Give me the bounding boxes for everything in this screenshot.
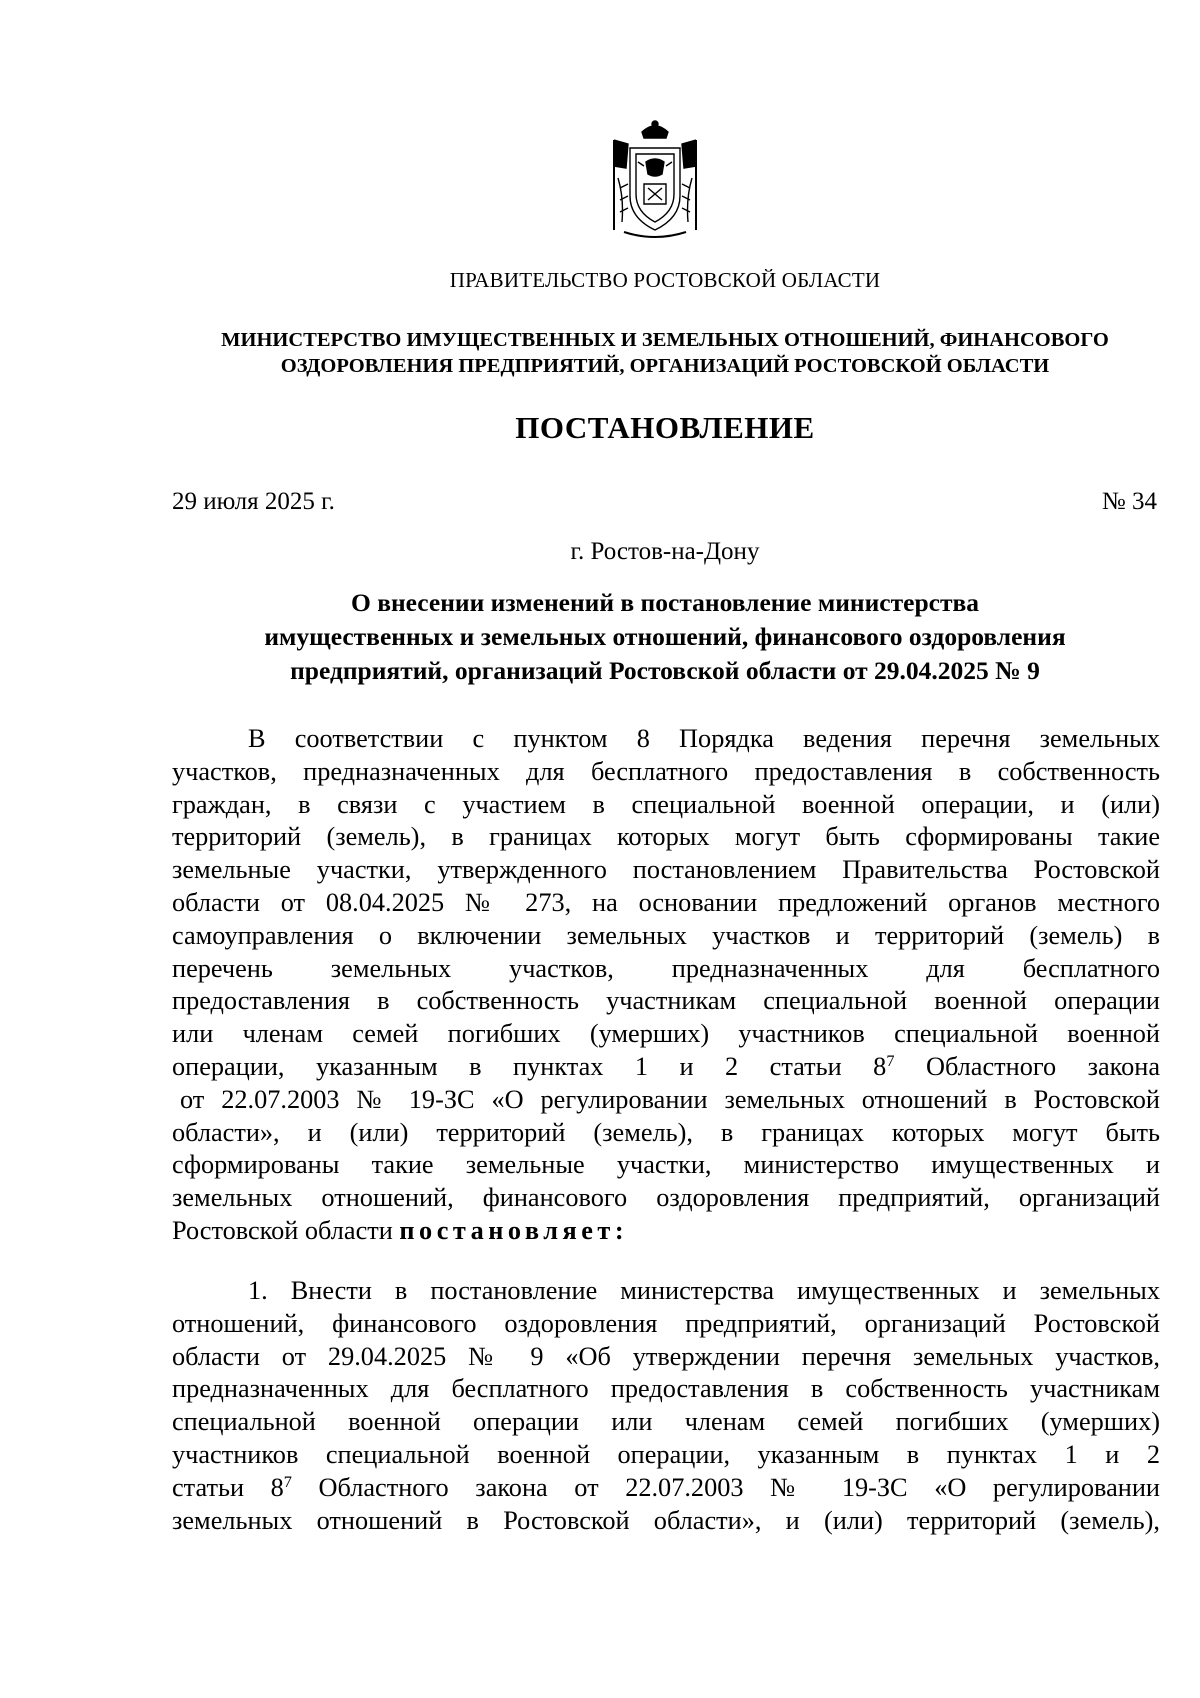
preamble-line: самоуправления о включении земельных участков и территорий (земель) в <box>172 920 1160 950</box>
item-1-line: земельных отношений в Ростовской области», и (или) территорий (земель), <box>172 1505 1160 1535</box>
item-1-paragraph <box>172 1275 1160 1537</box>
preamble-line: перечень земельных участков, предназначенных для бесплатного <box>172 953 1160 983</box>
government-name: ПРАВИТЕЛЬСТВО РОСТОВСКОЙ ОБЛАСТИ <box>449 268 881 292</box>
resolves-keyword: постановляет: <box>399 1215 629 1245</box>
item-1-line: участников специальной военной операции, указанным в пунктах 1 и 2 <box>172 1439 1160 1469</box>
preamble-line: от 22.07.2003 № 19-ЗС «О регулировании земельных отношений в Ростовской <box>180 1084 1160 1114</box>
preamble-line: граждан, в связи с участием в специальной военной операции, и (или) <box>172 789 1160 819</box>
preamble-line: сформированы такие земельные участки, министерство имущественных и <box>172 1150 1160 1180</box>
document-number: № 34 <box>1101 488 1157 515</box>
coat-of-arms-icon <box>600 118 710 243</box>
preamble-line: области от 08.04.2025 № 273, на основании предложений органов местного <box>172 887 1160 917</box>
preamble-line: земельных отношений, финансового оздоровления предприятий, организаций <box>172 1183 1160 1213</box>
item-1-line <box>172 1472 1160 1505</box>
item-1-line: предназначенных для бесплатного предоставления в собственность участникам <box>172 1374 1160 1404</box>
item-1-line: специальной военной операции или членам семей погибших (умерших) <box>172 1407 1160 1437</box>
document-city: г. Ростов-на-Дону <box>570 538 760 565</box>
preamble-line: области», и (или) территорий (земель), в границах которых могут быть <box>172 1117 1160 1147</box>
document-title-line-1: О внесении изменений в постановление министерства <box>350 588 980 617</box>
document-date: 29 июля 2025 г. <box>172 488 335 515</box>
superscript: 7 <box>886 1050 895 1070</box>
preamble-line: земельные участки, утвержденного постановлением Правительства Ростовской <box>172 855 1160 885</box>
preamble-text: операции, указанным в пунктах 1 и 2 статьи 8 <box>172 1051 887 1081</box>
document-title-line-3: предприятий, организаций Ростовской области от 29.04.2025 № 9 <box>290 656 1040 685</box>
preamble-text: Ростовской области <box>172 1215 400 1245</box>
preamble-line: территорий (земель), в границах которых могут быть сформированы такие <box>172 822 1160 852</box>
preamble-line: В соответствии с пунктом 8 Порядка ведения перечня земельных <box>248 724 1160 753</box>
ministry-name-line-2: ОЗДОРОВЛЕНИЯ ПРЕДПРИЯТИЙ, ОРГАНИЗАЦИЙ РОСТОВСКОЙ ОБЛАСТИ <box>280 355 1050 377</box>
superscript: 7 <box>283 1471 292 1491</box>
preamble-line <box>172 1215 1160 1248</box>
preamble-text: Областного закона <box>894 1051 1160 1081</box>
item-1-line: 1. Внести в постановление министерства имущественных и земельных <box>248 1276 1160 1305</box>
document-type: ПОСТАНОВЛЕНИЕ <box>515 410 815 445</box>
item-1-line: области от 29.04.2025 № 9 «Об утверждении перечня земельных участков, <box>172 1341 1160 1371</box>
preamble-paragraph <box>172 723 1160 1248</box>
item-1-text: Областного закона от 22.07.2003 № 19-ЗС «О регулировании <box>291 1472 1160 1502</box>
ministry-name-line-1: МИНИСТЕРСТВО ИМУЩЕСТВЕННЫХ И ЗЕМЕЛЬНЫХ ОТНОШЕНИЙ, ФИНАНСОВОГО <box>221 329 1109 351</box>
item-1-text: статьи 8 <box>172 1472 284 1502</box>
preamble-line: или членам семей погибших (умерших) участников специальной военной <box>172 1019 1160 1049</box>
preamble-line: предоставления в собственность участникам специальной военной операции <box>172 986 1160 1016</box>
document-title-line-2: имущественных и земельных отношений, финансового оздоровления <box>264 622 1066 651</box>
item-1-line: отношений, финансового оздоровления предприятий, организаций Ростовской <box>172 1308 1160 1338</box>
preamble-line <box>172 1051 1160 1084</box>
preamble-line: участков, предназначенных для бесплатного предоставления в собственность <box>172 756 1160 786</box>
